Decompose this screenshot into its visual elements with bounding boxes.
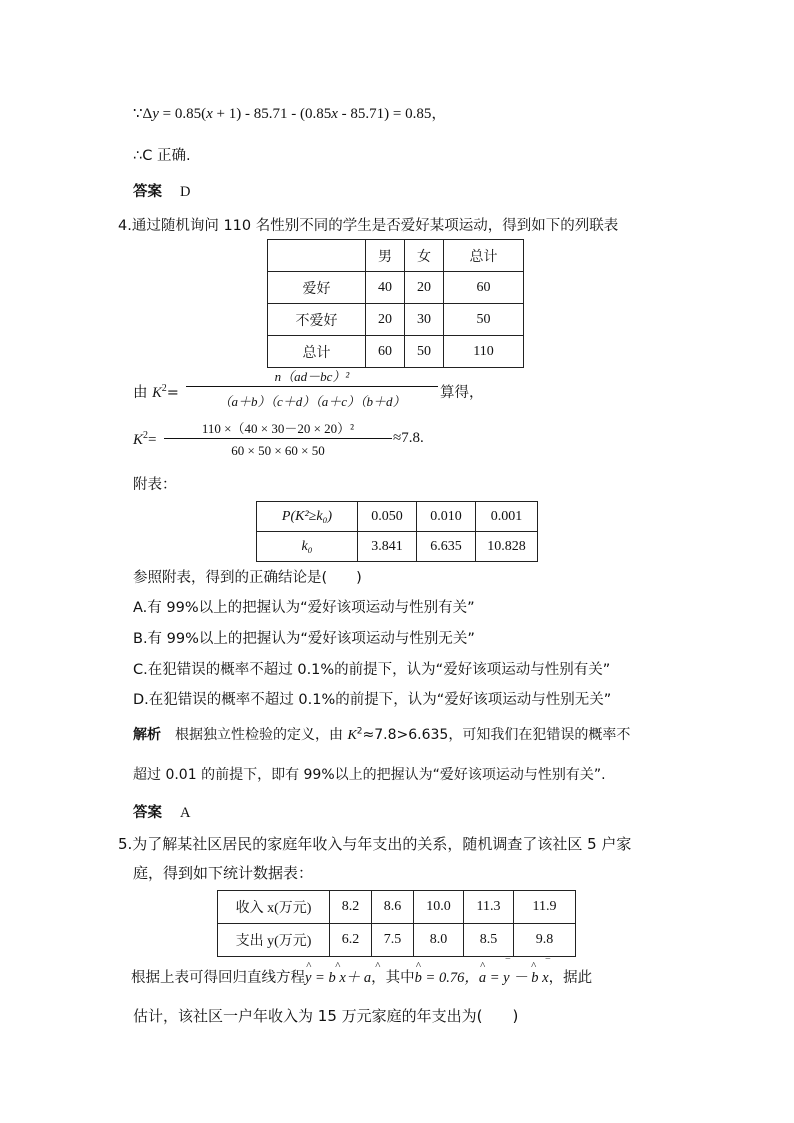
table-cell: 10.828 [476,532,538,562]
line1-mid2: + 1) - 85.71 - (0.85 [212,106,332,122]
table-cell: 3.841 [358,532,417,562]
table-cell: 6.635 [417,532,476,562]
answer-value: D [180,184,191,200]
formula-numerator: n（ad－bc）² [274,369,350,384]
q4-question: 参照附表，得到的正确结论是( ) [133,570,362,586]
answer-value: A [180,805,191,821]
contingency-table [267,239,524,368]
table-cell: 8.5 [464,924,514,957]
table-cell: 支出 y(万元) [218,924,330,957]
table-cell: 6.2 [330,924,372,957]
delta-y-line [133,102,446,123]
option-a: A.有 99%以上的把握认为“爱好该项运动与性别有关” [133,600,475,616]
hat-mark: ^ [375,960,380,972]
table-cell: 110 [444,336,524,368]
line3-c: ，据此 [548,970,593,986]
income-expense-table [217,890,576,957]
table-cell: 40 [366,272,405,304]
answer-label: 答案 [133,805,162,821]
conclusion-line: ∴C 正确. [133,148,191,164]
calc-numerator: 110 ×（40 × 30－20 × 20）² [201,421,355,436]
line1-mid1: = 0.85( [158,106,207,122]
answer-a [133,801,190,822]
line1-end: - 85.71) = 0.85， [337,106,447,122]
formula-denominator: （a＋b）（c＋d）（a＋c）（b＋d） [218,394,406,409]
table-cell: 男 [366,240,405,272]
hat-mark: ^ [415,960,421,972]
table-cell: 0.001 [476,502,538,532]
table-cell: 女 [405,240,444,272]
appendix-label: 附表： [133,477,177,493]
table-cell: 10.0 [414,891,464,924]
formula-sup: 2 [161,383,167,395]
table-cell: 爱好 [268,272,366,304]
a-equation [478,957,550,986]
var-x2: x [331,106,338,122]
table-cell: 8.0 [414,924,464,957]
table-cell: 50 [444,304,524,336]
table-cell: 总计 [444,240,524,272]
analysis-sup: 2 [356,726,363,737]
appendix-table [256,501,538,562]
table-cell: 11.3 [464,891,514,924]
table-cell: 不爱好 [268,304,366,336]
var-y: y [152,106,159,122]
calc-sup: 2 [143,430,149,441]
delta-prefix: ∵Δ [133,106,153,122]
answer-label: 答案 [133,184,162,200]
bar-mark: ‾ [505,957,510,971]
b-value-text: b = 0.76， [414,970,479,986]
table-cell: 8.2 [330,891,372,924]
formula-bar [186,386,438,387]
table-cell: 总计 [268,336,366,368]
regression-eq-text: y = b x＋ a [305,970,372,986]
analysis-line1 [133,724,630,744]
analysis-line2: 超过 0.01 的前提下，即有 99%以上的把握认为“爱好该项运动与性别有关”. [133,767,606,783]
table-cell: 收入 x(万元) [218,891,330,924]
table-cell: 0.010 [417,502,476,532]
calc-bar [164,438,392,439]
calc-denominator: 60 × 50 × 60 × 50 [231,443,325,458]
calc-result: ≈7.8. [393,430,424,446]
table-cell: 11.9 [514,891,576,924]
line3-b: ，其中 [371,970,415,986]
hat-mark: ^ [530,960,536,972]
formula-prefix: 由 [133,385,153,401]
option-c: C.在犯错误的概率不超过 0.1%的前提下，认为“爱好该项运动与性别有关” [133,662,611,678]
table-cell [268,240,366,272]
table-cell: 20 [405,272,444,304]
analysis-b: ≈7.8>6.635，可知我们在犯错误的概率不 [362,727,631,743]
q5-stem-line1: 5.为了解某社区居民的家庭年收入与年支出的关系，随机调查了该社区 5 户家 [118,835,632,853]
formula-k: K [152,385,162,401]
formula-eq: = [166,385,179,401]
analysis-k: K [347,728,357,743]
b-value [414,960,479,986]
hat-mark: ^ [335,960,340,972]
analysis-a: 根据独立性检验的定义，由 [175,727,348,743]
q4-stem: 4.通过随机询问 110 名性别不同的学生是否爱好某项运动，得到如下的列联表 [118,218,619,234]
q5-line3 [131,957,593,987]
option-b: B.有 99%以上的把握认为“爱好该项运动与性别无关” [133,631,475,647]
formula-suffix: 算得， [440,385,484,401]
line3-a: 根据上表可得回归直线方程 [131,970,305,986]
q5-stem-line2: 庭，得到如下统计数据表： [133,864,314,882]
table-cell: 60 [366,336,405,368]
answer-d [133,180,190,201]
a-equation-text: a = y － b x [478,970,549,986]
table-cell: 20 [366,304,405,336]
q5-line4: 估计，该社区一户年收入为 15 万元家庭的年支出为( ) [133,1007,519,1025]
calc-k: K [133,432,144,448]
table-cell: 60 [444,272,524,304]
bar-mark: ‾ [545,957,550,971]
table-cell: 30 [405,304,444,336]
hat-mark: ^ [479,960,485,972]
regression-eq [305,960,380,986]
table-cell: 9.8 [514,924,576,957]
table-cell: 8.6 [372,891,414,924]
calc-eq: = [148,432,157,448]
option-d: D.在犯错误的概率不超过 0.1%的前提下，认为“爱好该项运动与性别无关” [133,692,612,708]
table-cell: 0.050 [358,502,417,532]
table-cell: k₀ [257,532,358,562]
table-cell: 50 [405,336,444,368]
hat-mark: ^ [306,960,311,972]
table-cell: 7.5 [372,924,414,957]
analysis-label: 解析 [133,727,161,743]
var-x1: x [206,106,213,122]
table-cell: P(K²≥k₀) [257,502,358,532]
calc-lead [133,430,156,449]
formula-lead [133,381,179,402]
